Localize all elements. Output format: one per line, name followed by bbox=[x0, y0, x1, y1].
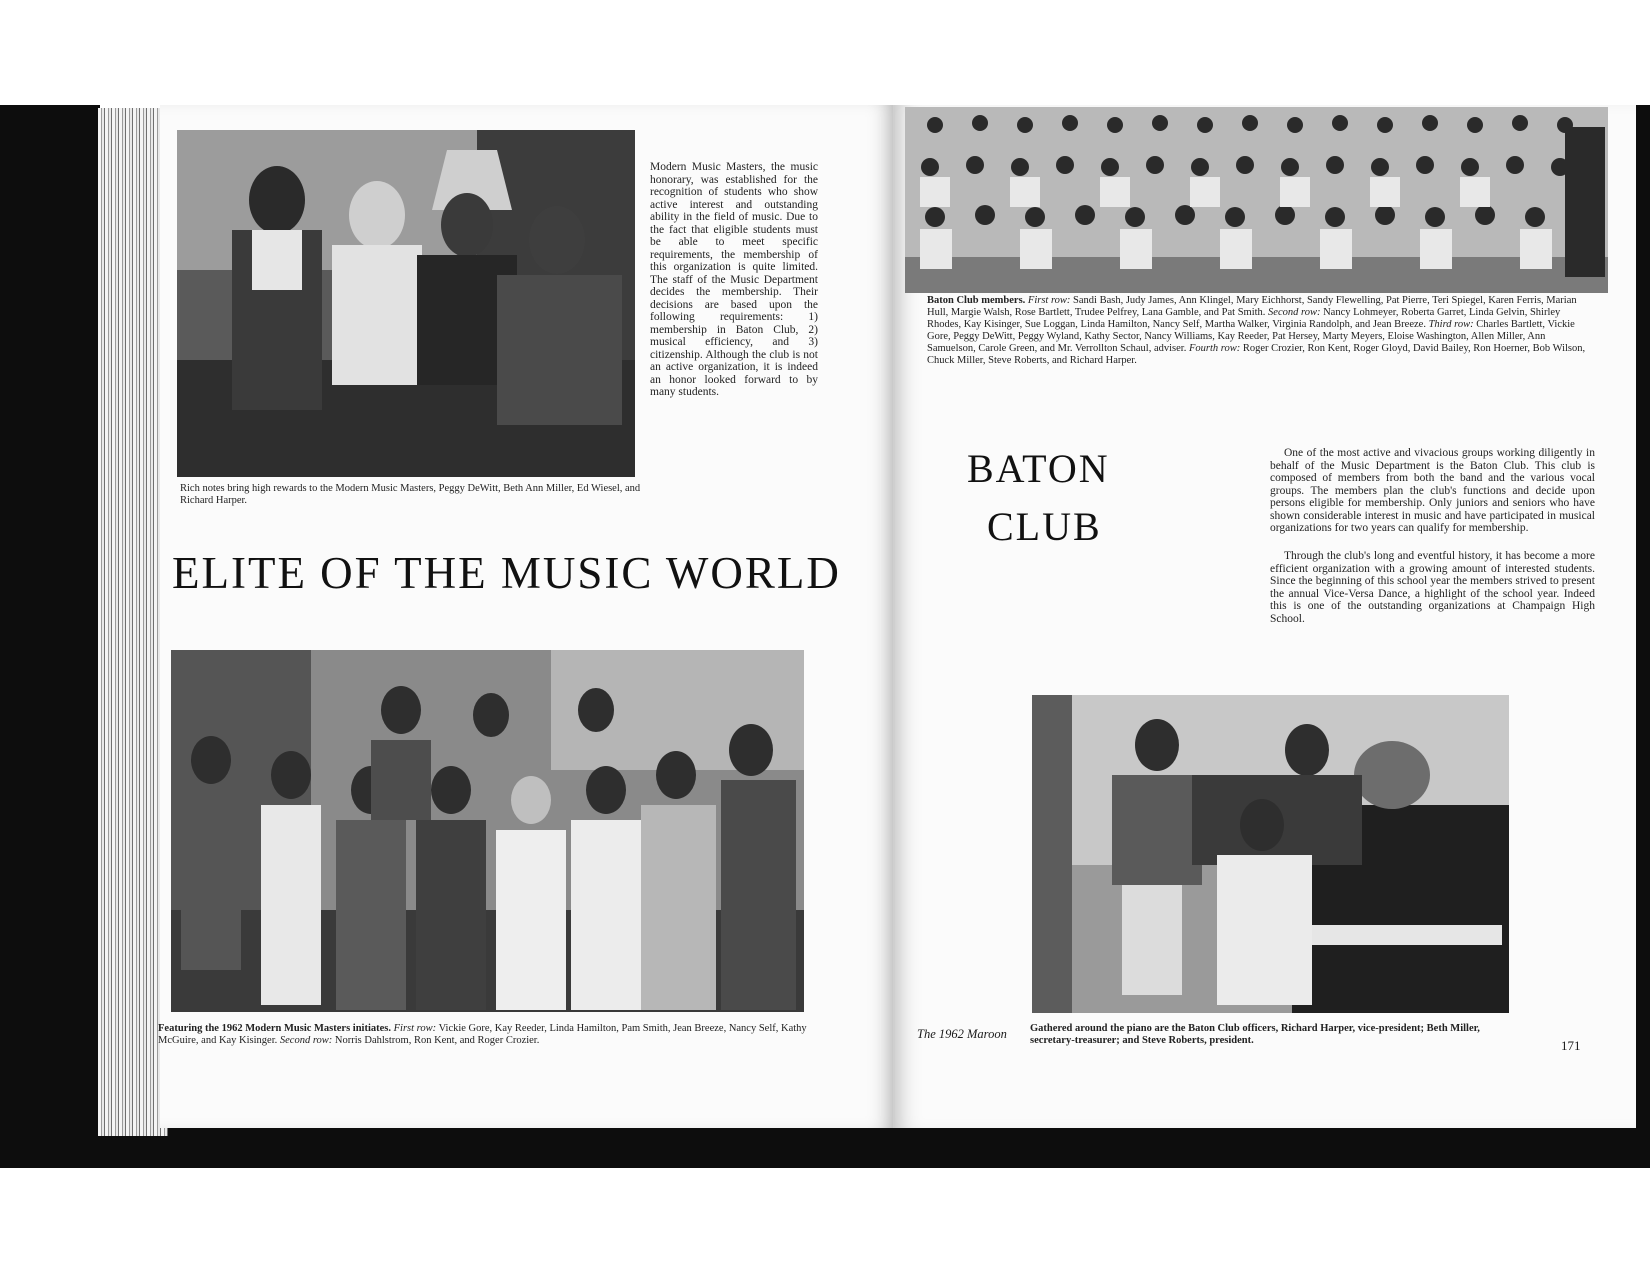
baton-headline-line2: CLUB bbox=[987, 504, 1102, 549]
baton-headline-line1: BATON bbox=[967, 446, 1110, 491]
book-shadow-left bbox=[0, 105, 100, 1165]
page-edges bbox=[98, 108, 168, 1136]
baton-club-para-2: Through the club's long and eventful history, it has become a more efficient organization with a growing amount of interested students. Since the beginning of this school year the members strived to present the annual Vice-Versa Dance, a highlight of the school year. Indeed this is one of the outstanding organizations at Champaign High School. bbox=[1270, 550, 1595, 625]
baton-third-row-label: Third row: bbox=[1428, 319, 1474, 330]
initiates-caption-lead: Featuring the 1962 Modern Music Masters initiates. bbox=[158, 1023, 392, 1034]
initiates-second-row: Norris Dahlstrom, Ron Kent, and Roger Crozier. bbox=[334, 1035, 540, 1046]
baton-first-row-label: First row: bbox=[1027, 295, 1071, 306]
right-page bbox=[895, 105, 1636, 1128]
initiates-first-row: Vickie Gore, Kay Reeder, Linda Hamilton, Pam Smith, Jean Breeze, Nancy Self, Kathy McGuire, and Kay Kisinger. bbox=[158, 1023, 807, 1046]
modern-music-masters-intro: Modern Music Masters, the music honorary, was established for the recognition of students who show active interest and outstanding ability in the field of music. Due to the fact that eligible students must be able to meet specific requirements, the membership of this organization is quite limited. The staff of the Music Department decides the membership. Their decisions are based upon the following requirements: 1) membership in Baton Club, 2) musical efficiency, and 3) citizenship. Although the club is not an active organization, it is indeed an honor looked forward to by many students. bbox=[650, 161, 818, 398]
baton-third-row: Charles Bartlett, Vickie Gore, Peggy DeWitt, Peggy Wyland, Kathy Sector, Nancy Williams, Kay Reeder, Pat Hersey, Marty Meyers, Eloise Washington, Allen Miller, Ann Samuelson, Carole Green, and Mr. Verrollton Schaul, adviser. bbox=[927, 319, 1575, 354]
baton-officers-photo bbox=[1032, 695, 1509, 1013]
modern-music-masters-photo bbox=[177, 130, 635, 477]
scan-background bbox=[0, 0, 1650, 105]
baton-officers-caption: Gathered around the piano are the Baton Club officers, Richard Harper, vice-president; Beth Miller, secretary-treasurer; and Steve Roberts, president. bbox=[1030, 1023, 1480, 1046]
page-number: 171 bbox=[1561, 1038, 1581, 1053]
elite-headline: ELITE OF THE MUSIC WORLD bbox=[172, 548, 841, 598]
initiates-first-row-label: First row: bbox=[393, 1023, 437, 1034]
initiates-second-row-label: Second row: bbox=[279, 1035, 333, 1046]
baton-fourth-row-label: Fourth row: bbox=[1188, 343, 1241, 354]
left-page bbox=[160, 105, 895, 1128]
baton-second-row-label: Second row: bbox=[1268, 307, 1321, 318]
baton-fourth-row: Roger Crozier, Ron Kent, Roger Gloyd, David Bailey, Ron Hoerner, Bob Wilson, Chuck Miller, Steve Roberts, and Richard Harper. bbox=[927, 343, 1586, 366]
baton-second-row: Nancy Lohmeyer, Roberta Garret, Linda Gelvin, Shirley Rhodes, Kay Kisinger, Sue Loggan, Linda Hamilton, Nancy Self, Martha Walker, Virginia Randolph, and Jean Breeze. bbox=[927, 307, 1561, 330]
yearbook-name: The 1962 Maroon bbox=[917, 1027, 1007, 1041]
baton-club-members-caption bbox=[927, 295, 1587, 367]
initiates-caption bbox=[158, 1023, 818, 1047]
book-shadow-bottom bbox=[0, 1128, 1650, 1168]
baton-club-para-1: One of the most active and vivacious groups working diligently in behalf of the Music Department is the Baton Club. This club is composed of members from both the band and the various vocal groups. The members plan the club's functions and decide upon persons eligible for membership. Only juniors and seniors who have shown considerable interest in music and have participated in musical organizations for two years can qualify for membership. bbox=[1270, 447, 1595, 534]
baton-club-caption-lead: Baton Club members. bbox=[927, 295, 1026, 306]
book-shadow-right bbox=[1636, 105, 1650, 1165]
baton-club-group-photo bbox=[905, 107, 1608, 293]
initiates-photo bbox=[171, 650, 804, 1012]
modern-music-masters-caption: Rich notes bring high rewards to the Modern Music Masters, Peggy DeWitt, Beth Ann Miller, Ed Wiesel, and Richard Harper. bbox=[180, 483, 641, 506]
baton-first-row: Sandi Bash, Judy James, Ann Klingel, Mary Eichhorst, Sandy Flewelling, Pat Pierre, Teri Spiegel, Karen Ferris, Marian Hull, Margie Walsh, Rose Bartlett, Trudee Pelfrey, Lana Gamble, and Pat Smith. bbox=[927, 295, 1577, 318]
